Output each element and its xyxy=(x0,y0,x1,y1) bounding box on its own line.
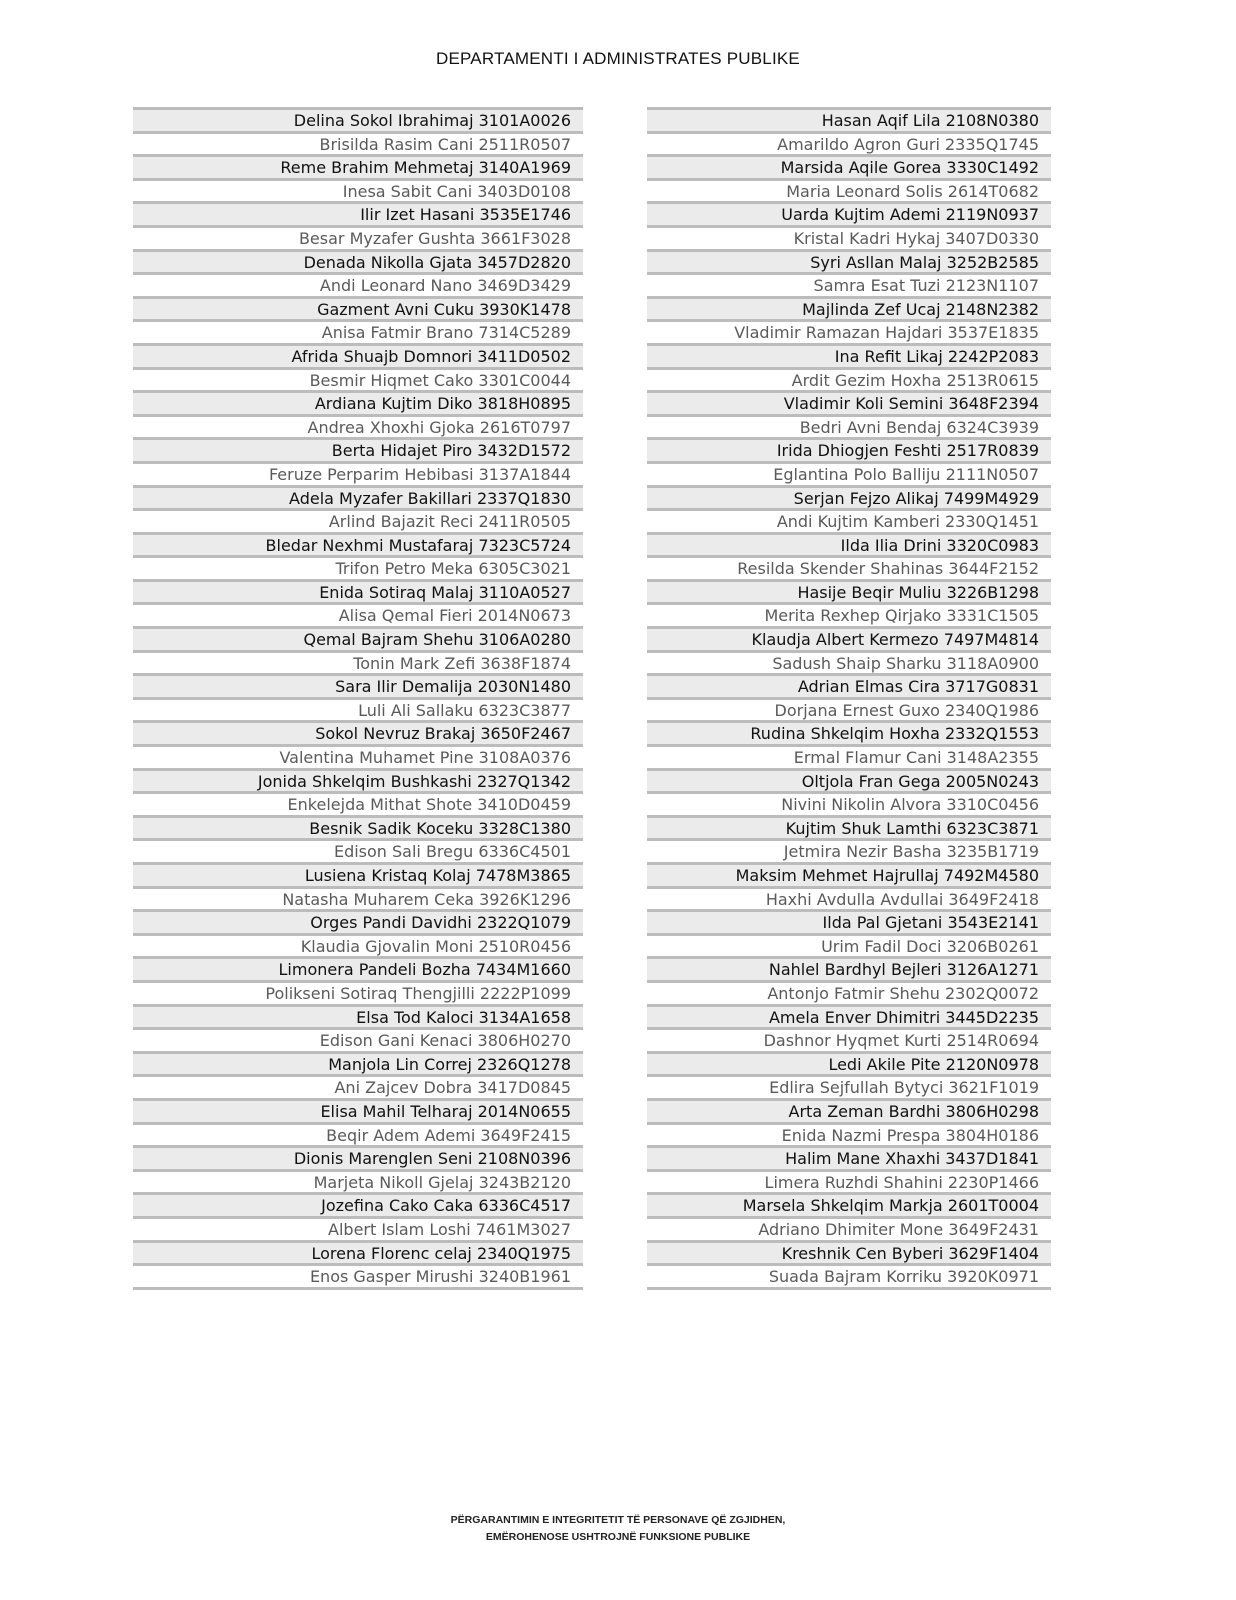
list-item: Suada Bajram Korriku 3920K0971 xyxy=(647,1263,1051,1287)
list-item: Sokol Nevruz Brakaj 3650F2467 xyxy=(133,720,583,744)
list-item: Afrida Shuajb Domnori 3411D0502 xyxy=(133,343,583,367)
list-item: Uarda Kujtim Ademi 2119N0937 xyxy=(647,201,1051,225)
list-item: Feruze Perparim Hebibasi 3137A1844 xyxy=(133,461,583,485)
list-item: Edlira Sejfullah Bytyci 3621F1019 xyxy=(647,1074,1051,1098)
right-name-list xyxy=(647,107,1051,1290)
list-item: Dionis Marenglen Seni 2108N0396 xyxy=(133,1145,583,1169)
list-item: Manjola Lin Correj 2326Q1278 xyxy=(133,1051,583,1075)
list-item: Amarildo Agron Guri 2335Q1745 xyxy=(647,131,1051,155)
list-item: Nahlel Bardhyl Bejleri 3126A1271 xyxy=(647,956,1051,980)
list-item: Antonjo Fatmir Shehu 2302Q0072 xyxy=(647,980,1051,1004)
list-item: Ina Refit Likaj 2242P2083 xyxy=(647,343,1051,367)
list-item: Andrea Xhoxhi Gjoka 2616T0797 xyxy=(133,414,583,438)
list-item: Ardit Gezim Hoxha 2513R0615 xyxy=(647,367,1051,391)
list-item: Nivini Nikolin Alvora 3310C0456 xyxy=(647,791,1051,815)
list-item: Edison Gani Kenaci 3806H0270 xyxy=(133,1027,583,1051)
list-item: Gazment Avni Cuku 3930K1478 xyxy=(133,296,583,320)
list-item: Dashnor Hyqmet Kurti 2514R0694 xyxy=(647,1027,1051,1051)
list-item: Sadush Shaip Sharku 3118A0900 xyxy=(647,650,1051,674)
list-item: Ermal Flamur Cani 3148A2355 xyxy=(647,744,1051,768)
list-item: Natasha Muharem Ceka 3926K1296 xyxy=(133,886,583,910)
list-item: Alisa Qemal Fieri 2014N0673 xyxy=(133,602,583,626)
list-item: Jonida Shkelqim Bushkashi 2327Q1342 xyxy=(133,768,583,792)
list-item: Orges Pandi Davidhi 2322Q1079 xyxy=(133,909,583,933)
list-item: Trifon Petro Meka 6305C3021 xyxy=(133,555,583,579)
list-item: Bledar Nexhmi Mustafaraj 7323C5724 xyxy=(133,532,583,556)
list-item: Tonin Mark Zefi 3638F1874 xyxy=(133,650,583,674)
list-item: Inesa Sabit Cani 3403D0108 xyxy=(133,178,583,202)
list-item: Halim Mane Xhaxhi 3437D1841 xyxy=(647,1145,1051,1169)
list-item: Kristal Kadri Hykaj 3407D0330 xyxy=(647,225,1051,249)
list-item: Besar Myzafer Gushta 3661F3028 xyxy=(133,225,583,249)
list-item: Maksim Mehmet Hajrullaj 7492M4580 xyxy=(647,862,1051,886)
list-item: Enos Gasper Mirushi 3240B1961 xyxy=(133,1263,583,1287)
footer-line-2: EMËROHENOSE USHTROJNË FUNKSIONE PUBLIKE xyxy=(485,1531,751,1543)
list-item: Irida Dhiogjen Feshti 2517R0839 xyxy=(647,437,1051,461)
list-item: Majlinda Zef Ucaj 2148N2382 xyxy=(647,296,1051,320)
list-item: Arlind Bajazit Reci 2411R0505 xyxy=(133,508,583,532)
list-item: Delina Sokol Ibrahimaj 3101A0026 xyxy=(133,107,583,131)
list-item: Jozefina Cako Caka 6336C4517 xyxy=(133,1192,583,1216)
list-item: Sara Ilir Demalija 2030N1480 xyxy=(133,673,583,697)
list-item: Adela Myzafer Bakillari 2337Q1830 xyxy=(133,485,583,509)
list-item: Elsa Tod Kaloci 3134A1658 xyxy=(133,1004,583,1028)
list-item: Ilir Izet Hasani 3535E1746 xyxy=(133,201,583,225)
list-item: Adrian Elmas Cira 3717G0831 xyxy=(647,673,1051,697)
list-item: Berta Hidajet Piro 3432D1572 xyxy=(133,437,583,461)
list-item: Edison Sali Bregu 6336C4501 xyxy=(133,838,583,862)
list-item: Marjeta Nikoll Gjelaj 3243B2120 xyxy=(133,1169,583,1193)
list-item: Adriano Dhimiter Mone 3649F2431 xyxy=(647,1216,1051,1240)
list-item: Reme Brahim Mehmetaj 3140A1969 xyxy=(133,154,583,178)
list-item: Qemal Bajram Shehu 3106A0280 xyxy=(133,626,583,650)
list-item: Syri Asllan Malaj 3252B2585 xyxy=(647,249,1051,273)
list-item: Marsida Aqile Gorea 3330C1492 xyxy=(647,154,1051,178)
list-divider xyxy=(133,1287,583,1290)
footer xyxy=(0,1512,1236,1546)
list-item: Resilda Skender Shahinas 3644F2152 xyxy=(647,555,1051,579)
list-item: Vladimir Ramazan Hajdari 3537E1835 xyxy=(647,319,1051,343)
list-item: Beqir Adem Ademi 3649F2415 xyxy=(133,1122,583,1146)
list-item: Kreshnik Cen Byberi 3629F1404 xyxy=(647,1240,1051,1264)
list-item: Hasan Aqif Lila 2108N0380 xyxy=(647,107,1051,131)
list-item: Marsela Shkelqim Markja 2601T0004 xyxy=(647,1192,1051,1216)
list-item: Lusiena Kristaq Kolaj 7478M3865 xyxy=(133,862,583,886)
list-item: Hasije Beqir Muliu 3226B1298 xyxy=(647,579,1051,603)
list-divider xyxy=(647,1287,1051,1290)
list-item: Rudina Shkelqim Hoxha 2332Q1553 xyxy=(647,720,1051,744)
list-item: Brisilda Rasim Cani 2511R0507 xyxy=(133,131,583,155)
list-item: Samra Esat Tuzi 2123N1107 xyxy=(647,272,1051,296)
list-item: Serjan Fejzo Alikaj 7499M4929 xyxy=(647,485,1051,509)
list-item: Haxhi Avdulla Avdullai 3649F2418 xyxy=(647,886,1051,910)
page-title: DEPARTAMENTI I ADMINISTRATES PUBLIKE xyxy=(436,49,800,68)
list-item: Lorena Florenc celaj 2340Q1975 xyxy=(133,1240,583,1264)
list-item: Jetmira Nezir Basha 3235B1719 xyxy=(647,838,1051,862)
list-item: Andi Kujtim Kamberi 2330Q1451 xyxy=(647,508,1051,532)
list-item: Enkelejda Mithat Shote 3410D0459 xyxy=(133,791,583,815)
list-item: Albert Islam Loshi 7461M3027 xyxy=(133,1216,583,1240)
list-item: Ani Zajcev Dobra 3417D0845 xyxy=(133,1074,583,1098)
list-item: Ledi Akile Pite 2120N0978 xyxy=(647,1051,1051,1075)
list-item: Klaudia Gjovalin Moni 2510R0456 xyxy=(133,933,583,957)
list-item: Arta Zeman Bardhi 3806H0298 xyxy=(647,1098,1051,1122)
list-item: Kujtim Shuk Lamthi 6323C3871 xyxy=(647,815,1051,839)
list-item: Denada Nikolla Gjata 3457D2820 xyxy=(133,249,583,273)
list-item: Besmir Hiqmet Cako 3301C0044 xyxy=(133,367,583,391)
list-item: Merita Rexhep Qirjako 3331C1505 xyxy=(647,602,1051,626)
list-item: Polikseni Sotiraq Thengjilli 2222P1099 xyxy=(133,980,583,1004)
list-item: Enida Nazmi Prespa 3804H0186 xyxy=(647,1122,1051,1146)
list-item: Oltjola Fran Gega 2005N0243 xyxy=(647,768,1051,792)
list-item: Anisa Fatmir Brano 7314C5289 xyxy=(133,319,583,343)
list-item: Ilda Ilia Drini 3320C0983 xyxy=(647,532,1051,556)
list-item: Eglantina Polo Balliju 2111N0507 xyxy=(647,461,1051,485)
list-item: Bedri Avni Bendaj 6324C3939 xyxy=(647,414,1051,438)
list-item: Besnik Sadik Koceku 3328C1380 xyxy=(133,815,583,839)
list-item: Limera Ruzhdi Shahini 2230P1466 xyxy=(647,1169,1051,1193)
list-item: Andi Leonard Nano 3469D3429 xyxy=(133,272,583,296)
list-item: Urim Fadil Doci 3206B0261 xyxy=(647,933,1051,957)
list-item: Maria Leonard Solis 2614T0682 xyxy=(647,178,1051,202)
list-item: Elisa Mahil Telharaj 2014N0655 xyxy=(133,1098,583,1122)
list-item: Valentina Muhamet Pine 3108A0376 xyxy=(133,744,583,768)
list-item: Vladimir Koli Semini 3648F2394 xyxy=(647,390,1051,414)
list-item: Luli Ali Sallaku 6323C3877 xyxy=(133,697,583,721)
footer-line-1: PËRGARANTIMIN E INTEGRITETIT TË PERSONAVE QË ZGJIDHEN, xyxy=(450,1514,786,1526)
list-item: Ardiana Kujtim Diko 3818H0895 xyxy=(133,390,583,414)
list-item: Amela Enver Dhimitri 3445D2235 xyxy=(647,1004,1051,1028)
list-item: Limonera Pandeli Bozha 7434M1660 xyxy=(133,956,583,980)
list-item: Ilda Pal Gjetani 3543E2141 xyxy=(647,909,1051,933)
list-item: Dorjana Ernest Guxo 2340Q1986 xyxy=(647,697,1051,721)
list-item: Klaudja Albert Kermezo 7497M4814 xyxy=(647,626,1051,650)
left-name-list xyxy=(133,107,583,1290)
list-item: Enida Sotiraq Malaj 3110A0527 xyxy=(133,579,583,603)
